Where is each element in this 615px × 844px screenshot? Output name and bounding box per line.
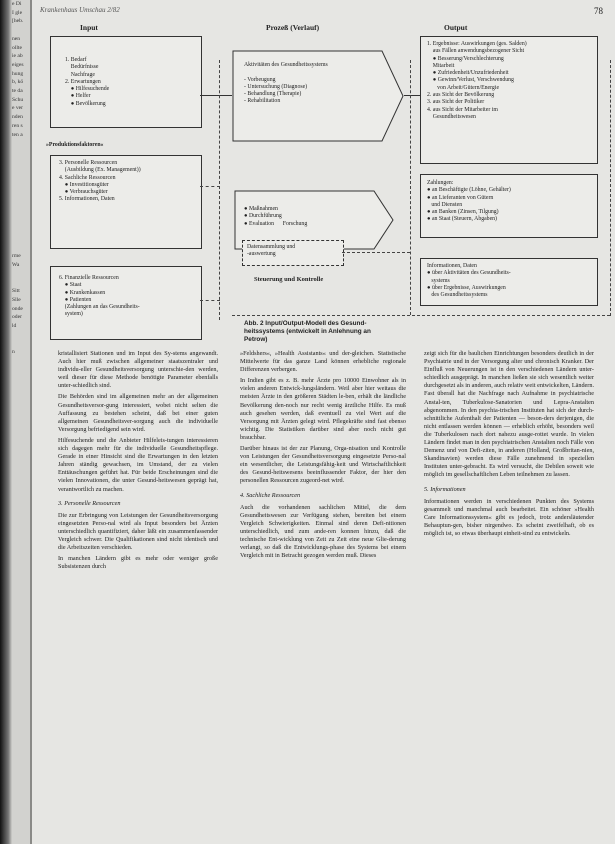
- line: [244, 69, 328, 76]
- prev-page-fragment: [12, 218, 30, 227]
- line: ● Hilfesuchende: [65, 86, 110, 93]
- prev-page-fragment: nden: [12, 114, 23, 121]
- line: Abb. 2 Input/Output-Modell des Gesund-: [244, 320, 367, 327]
- line: Mitarbeit: [427, 62, 455, 69]
- prev-page-fragment: ollte: [12, 44, 22, 51]
- prev-page-fragment: [12, 479, 30, 488]
- prev-page-fragment: oder: [12, 314, 22, 321]
- section-heading: 4. Sachliche Ressourcen: [240, 491, 301, 499]
- dashed-h2: [200, 300, 220, 301]
- dashed-h1: [200, 186, 220, 187]
- line: ● an Staat (Steuern, Abgaben): [427, 216, 497, 223]
- prev-page-fragment: [12, 505, 30, 514]
- prev-page-fragment: ten a: [12, 131, 23, 138]
- prev-page-fragment: [12, 453, 30, 462]
- prev-page-fragment: [12, 409, 30, 418]
- running-head: Krankenhaus Umschau 2/82: [40, 6, 120, 14]
- prev-page-fragment: [12, 191, 30, 200]
- prev-page-fragment: e Di: [12, 1, 22, 7]
- output-box-results-text: [421, 37, 597, 121]
- prev-page-fragment: [12, 627, 30, 636]
- previous-page-strip: [12, 0, 32, 844]
- prev-page-fragment: [12, 165, 30, 174]
- line: - Untersuchung (Diagnose): [244, 83, 308, 90]
- line: ● Helfer: [65, 93, 91, 100]
- prev-page-fragment: Wa: [12, 262, 20, 269]
- prev-page-fragment: [12, 26, 30, 35]
- line: 5. Informationen, Daten: [59, 196, 115, 203]
- text-column-middle: [240, 350, 406, 563]
- prev-page-fragment: [12, 244, 30, 253]
- output-box-payments-text: [421, 175, 597, 224]
- prev-page-fragment: ren s: [12, 122, 23, 129]
- dashed-connector-far-right: [610, 60, 611, 316]
- prev-page-fragment: [12, 522, 30, 531]
- prev-page-fragment: [12, 366, 30, 375]
- line: (Zahlungen an das Gesundheits-: [59, 304, 140, 311]
- paragraph: Die zur Erbringung von Leistungen der Gesundheitsversorgung eingesetzten Perso-nal wird als Input besonders bei Ärzten unterschiedlich quantifiziert, daher läßt ein zusammenfassender Vergleich schwer. Die Qualifikationen sind nicht identisch und die Arbeitszeiten verschieden.: [58, 511, 218, 552]
- page-body: [32, 0, 615, 844]
- prev-page-fragment: [12, 383, 30, 392]
- prev-page-fragment: [12, 653, 30, 662]
- line: Informationen, Daten: [427, 263, 477, 269]
- prev-page-fragment: [12, 635, 30, 644]
- dashed-connector-right: [410, 60, 411, 315]
- control-label: Steuerung und Kontrolle: [254, 276, 324, 283]
- text-column-left: [58, 350, 218, 574]
- line: ● an Lieferanten von Gütern: [427, 194, 494, 201]
- prev-page-fragment: [12, 270, 30, 279]
- line: - Vorbeugung: [244, 76, 276, 83]
- prev-page-fragment: [12, 601, 30, 610]
- data-collection-text: [243, 241, 343, 259]
- prev-page-fragment: [12, 226, 30, 235]
- prev-page-fragment: Schu: [12, 96, 24, 103]
- prev-page-fragment: [12, 331, 30, 340]
- line: Datensammlung und: [247, 244, 296, 250]
- line: ● an Banken (Zinsen, Tilgung): [427, 209, 499, 216]
- prev-page-fragment: [12, 540, 30, 549]
- figure-input-heading: Input: [80, 23, 98, 32]
- prev-page-fragment: [12, 426, 30, 435]
- prev-page-fragment: [12, 374, 30, 383]
- figure-process-heading: Prozeß (Verlauf): [266, 23, 320, 32]
- prev-page-fragment: Slle: [12, 296, 21, 303]
- prev-page-fragment: onde: [12, 305, 23, 312]
- prev-page-fragment: [12, 392, 30, 401]
- prev-page-fragment: Sitt: [12, 288, 20, 295]
- output-box-info: [420, 258, 598, 306]
- line: 4. aus Sicht der Mitarbeiter im: [427, 106, 498, 113]
- prev-page-fragment: [12, 531, 30, 540]
- prev-page-fragment: [heb.: [12, 18, 24, 25]
- prev-page-fragment: hung: [12, 70, 24, 77]
- paragraph: zeigt sich für die baulichen Einrichtungen besonders deutlich in der Psychiatrie und in der Versorgung alter und chronisch Kranker. Der Einfluß von Neuerungen ist in den verschiedenen Ländern unter-schiedlich ausgeprägt. In manchen ließen sie sich wesentlich weiter durchgesetzt als in anderen, auch relativ weit entwickelten, Ländern. Fast überall hat die Nachfrage nach Aufnahme in psychiatrische Anstal-ten, Tuberkulose-Sanatorien und Lepra-Anstalten abgenommen. In den psychia-trischen Instituten hat sich der durch-schnittliche Aufenthalt der Patienten — beson-ders derjenigen, die nicht entlassen werden können — erheblich erhöht, besonders weil die Tuberkulosen nach dort nahezu ausge-rottet wurde. In vielen Ländern findet man in den psychiatrischen Anstalten noch Fälle von Demenz und von Defi-ziten, in anderen (Holland, Großbritan-nien, Skandinavien) werden diese Fälle zunehmend in speziellen Instituten unter-gebracht. Es wird versucht, die Debilen soweit wie möglich im gesellschaftlichen Leben teilnehmen zu lassen.: [424, 350, 594, 479]
- line: Bedürfnisse: [65, 64, 99, 71]
- paragraph: Hilfesuchende und die Anbieter Hilfeleis-tungen interessieren sich dagegen mehr für die individuelle Gesundheitspflege. Gerade in einer Hinsicht sind die Erwartungen in den letzten Jahren ständig gewachsen, im Umstand, der zu vielen Enttäuschungen geführt hat. Für beide Erscheinungen sind die vielen Innovationen, die unter Gesund-heitswesen geprägt hat, verantwortlich zu machen.: [58, 436, 218, 493]
- figure-caption: [244, 320, 371, 344]
- line: ● Maßnahmen: [244, 206, 278, 212]
- line: 1. Bedarf: [65, 57, 87, 63]
- prev-page-fragment: eiges: [12, 61, 24, 68]
- paragraph: Die Behörden sind im allgemeinen mehr an der allgemeinen Gesundheitsversor-gung interessiert, wobei nicht selten die Auffassung zu bestehen scheint, daß bei einer guten allgemeinen Gesundheitsver-sorgung auch die individuelle Versorgung befriedigend sein wird.: [58, 393, 218, 433]
- prev-page-fragment: [12, 566, 30, 575]
- line: 4. Sachliche Ressourcen: [59, 174, 116, 181]
- data-collection-box: [242, 240, 344, 266]
- line: 6. Finanzielle Ressourcen: [59, 275, 119, 281]
- line: 2. Erwartungen: [65, 78, 101, 85]
- text-column-right: [424, 350, 594, 541]
- line: Zahlungen:: [427, 180, 454, 186]
- figure-caption-text: [244, 320, 371, 344]
- prev-page-fragment: [12, 174, 30, 183]
- line: 2. aus Sicht der Bevölkerung: [427, 92, 495, 99]
- paragraph: kristallisiert Stationen und im Input des Sy-stems angewandt. Auch hier muß zwischen allgemeiner staatszentraler und individu-eller Gesundheitsversorgung unterschie-den werden, weil dieser für diese Methode benötigte Parameter ebenfalls unter-schiedlich sind.: [58, 350, 218, 390]
- line: Petrow): [244, 336, 268, 343]
- process-to-output-arrow: [404, 95, 420, 96]
- prev-page-fragment: [12, 339, 30, 348]
- prev-page-fragment: ie ab: [12, 53, 23, 60]
- line: system): [59, 311, 83, 318]
- dashed-h4: [232, 315, 610, 316]
- prev-page-fragment: [12, 618, 30, 627]
- prev-page-fragment: [12, 496, 30, 505]
- process-control-text: [244, 206, 307, 228]
- prev-page-fragment: [12, 418, 30, 427]
- line: - Rehabilitation: [244, 98, 281, 105]
- line: und Diensten: [427, 201, 463, 208]
- prev-page-fragment: [12, 148, 30, 157]
- line: - Behandlung (Therapie): [244, 91, 302, 98]
- input-box-resources-text: [51, 156, 201, 204]
- line: ● an Beschäftigte (Löhne, Gehälter): [427, 187, 511, 194]
- paragraph: In Indien gibt es z. B. mehr Ärzte pro 10000 Einwohner als in vielen anderen Entwick-lungsländern. Weil aber hier weitaus die meisten Ärzte in den größeren Städten le-ben, erhält die ländliche Bevölkerung den-noch nur recht wenig ärztliche Hilfe. Es muß auch gesehen werden, daß eventuell zu viel Wert auf die Versorgung mit Ärzten gelegt wird. Pflegekräfte sind fast ebenso wichtig. Die Statistiken darüber sind aber noch nicht gut brauchbar.: [240, 377, 406, 441]
- prev-page-fragment: [12, 592, 30, 601]
- input-box-demand-text: [51, 37, 201, 108]
- section-heading: 5. Informationen: [424, 485, 466, 493]
- paragraph: Auch die vorhandenen sachlichen Mittel, die dem Gesundheitswesen zur Verfügung stehen, bereiten bei einem Vergleich Schwierigkeiten. Einmal sind deren Defi-nitionen unterschiedlich, und zum ande-ren konnen hinzu, daß die technische Ent-wicklung von Zeit zu Zeit eine neue Glie-derung verlangt, so daß die Entwicklungs-phase des Systems bei einem Vergleich mit in Betracht gezogen werden muß. Dieses: [240, 503, 406, 560]
- prev-page-fragment: e ver: [12, 105, 24, 112]
- prev-page-fragment: [12, 661, 30, 670]
- process-activities-text: [244, 62, 328, 106]
- line: ● über Ergebnisse, Auswirkungen: [427, 284, 506, 291]
- prev-page-fragment: b, kö: [12, 79, 24, 86]
- prev-page-fragment: [12, 670, 30, 679]
- line: -auswertung: [247, 251, 276, 258]
- prev-page-fragment: [12, 513, 30, 522]
- line: Aktivitäten des Gesundheitssystems: [244, 62, 328, 68]
- paragraph: »Feldshers«, »Health Assistants« und der-gleichen. Statistische Mittelwerte für das ganze Land können erhebliche regionale Differenzen verbergen.: [240, 350, 406, 374]
- line: ● Durchführung: [244, 213, 282, 220]
- line: ● Gewinn/Verlust, Verschwendung: [427, 77, 514, 84]
- prev-page-fragment: [12, 461, 30, 470]
- prev-page-fragment: [12, 548, 30, 557]
- prev-page-fragment: [12, 357, 30, 366]
- prev-page-fragment: [12, 444, 30, 453]
- line: ● Krankenkassen: [59, 289, 106, 296]
- line: ● über Aktivitäten des Gesundheits-: [427, 270, 511, 277]
- input-box-demand: [50, 36, 202, 128]
- prev-page-fragment: I gle: [12, 9, 23, 16]
- line: 1. Ergebnisse: Auswirkungen (ges. Salden): [427, 41, 527, 47]
- prev-page-fragment: [12, 487, 30, 496]
- prev-page-fragment: nen: [12, 35, 21, 42]
- line: von Arbeit/Gütern/Energie: [427, 84, 500, 91]
- prev-page-fragment: te da: [12, 88, 23, 95]
- section-heading: 3. Personelle Ressourcen: [58, 499, 121, 507]
- line: 3. aus Sicht der Politiker: [427, 99, 485, 106]
- line: ● Investitionsgüter: [59, 181, 109, 188]
- line: 3. Personelle Ressourcen: [59, 160, 118, 166]
- line: Gesundheitswesen: [427, 113, 476, 120]
- output-box-payments: [420, 174, 598, 238]
- prev-page-fragment: [12, 644, 30, 653]
- prev-page-fragment: [12, 183, 30, 192]
- prev-page-fragment: rme: [12, 253, 21, 260]
- input-box-resources: [50, 155, 202, 249]
- line: Nachfrage: [65, 71, 95, 78]
- prev-page-fragment: [12, 557, 30, 566]
- line: des Gesundheitssystems: [427, 292, 488, 299]
- prev-page-fragment: [12, 235, 30, 244]
- prev-page-fragment: [12, 279, 30, 288]
- line: ● Zufriedenheit/Unzufriedenheit: [427, 70, 509, 77]
- line: (Ausbildung (Ex. Management)): [59, 167, 141, 174]
- production-factors-title: »Produktionsfaktoren«: [46, 142, 104, 148]
- line: ● Besserung/Verschlechterung: [427, 55, 504, 62]
- paragraph: Darüber hinaus ist der zur Planung, Orga-nisation und Kontrolle von Leistungen der Gesundheitsversorgung eingesetzte Perso-nal ein wesentlicher, die Leistungsfähig-keit und Wirtschaftlichkeit des Gesund-heitswesens beeinflussender Faktor, der hier den personellen Ressourcen zugeord-net wird.: [240, 445, 406, 485]
- prev-page-fragment: [12, 435, 30, 444]
- prev-page-fragment: [12, 209, 30, 218]
- figure-output-heading: Output: [444, 23, 468, 32]
- output-box-results: [420, 36, 598, 164]
- paragraph: Informationen werden in verschiedenen Punkten des Systems gesammelt und manchmal auch bearbeitet. Ein schöner »Health Care Informationssystem« gibt es jedoch, trotz andersläutender Behauptun-gen, bisher nirgendwo. Es scheint zweifelhaft, ob es möglich ist, so etwas überhaupt einheit-sind zu entwickeln.: [424, 497, 594, 537]
- prev-page-fragment: [12, 200, 30, 209]
- output-box-info-text: [421, 259, 597, 299]
- prev-page-fragment: [12, 609, 30, 618]
- prev-page-fragment: [12, 688, 30, 697]
- prev-page-fragment: [12, 583, 30, 592]
- line: ● Patienten: [59, 296, 92, 303]
- line: ● Evaluation Forschung: [244, 220, 308, 227]
- line: ● Bevölkerung: [65, 100, 106, 107]
- line: ● Staat: [59, 282, 82, 289]
- input-box-finance-text: [51, 267, 201, 319]
- prev-page-fragment: n: [12, 349, 15, 356]
- input-box-finance: [50, 266, 202, 340]
- paragraph: In manchen Ländern gibt es mehr oder weniger große Subsistenzen durch: [58, 555, 218, 571]
- prev-page-fragment: [12, 574, 30, 583]
- page-number: 78: [594, 6, 603, 16]
- prev-page-fragment: [12, 139, 30, 148]
- prev-page-fragment: [12, 157, 30, 166]
- prev-page-fragment: [12, 400, 30, 409]
- book-spine: [0, 0, 12, 844]
- line: systems: [427, 277, 450, 284]
- dashed-connector-left: [219, 60, 220, 320]
- prev-page-fragment: [12, 470, 30, 479]
- line: heitssystems (entwickelt in Anlehnung an: [244, 328, 371, 335]
- line: aus Fällen anwendungsbezogener Sicht: [427, 48, 525, 55]
- line: ● Verbrauchsgüter: [59, 189, 108, 196]
- input-to-process-arrow: [200, 95, 232, 96]
- dashed-h3: [342, 252, 410, 253]
- prev-page-fragment: ld: [12, 323, 17, 330]
- prev-page-fragment: [12, 679, 30, 688]
